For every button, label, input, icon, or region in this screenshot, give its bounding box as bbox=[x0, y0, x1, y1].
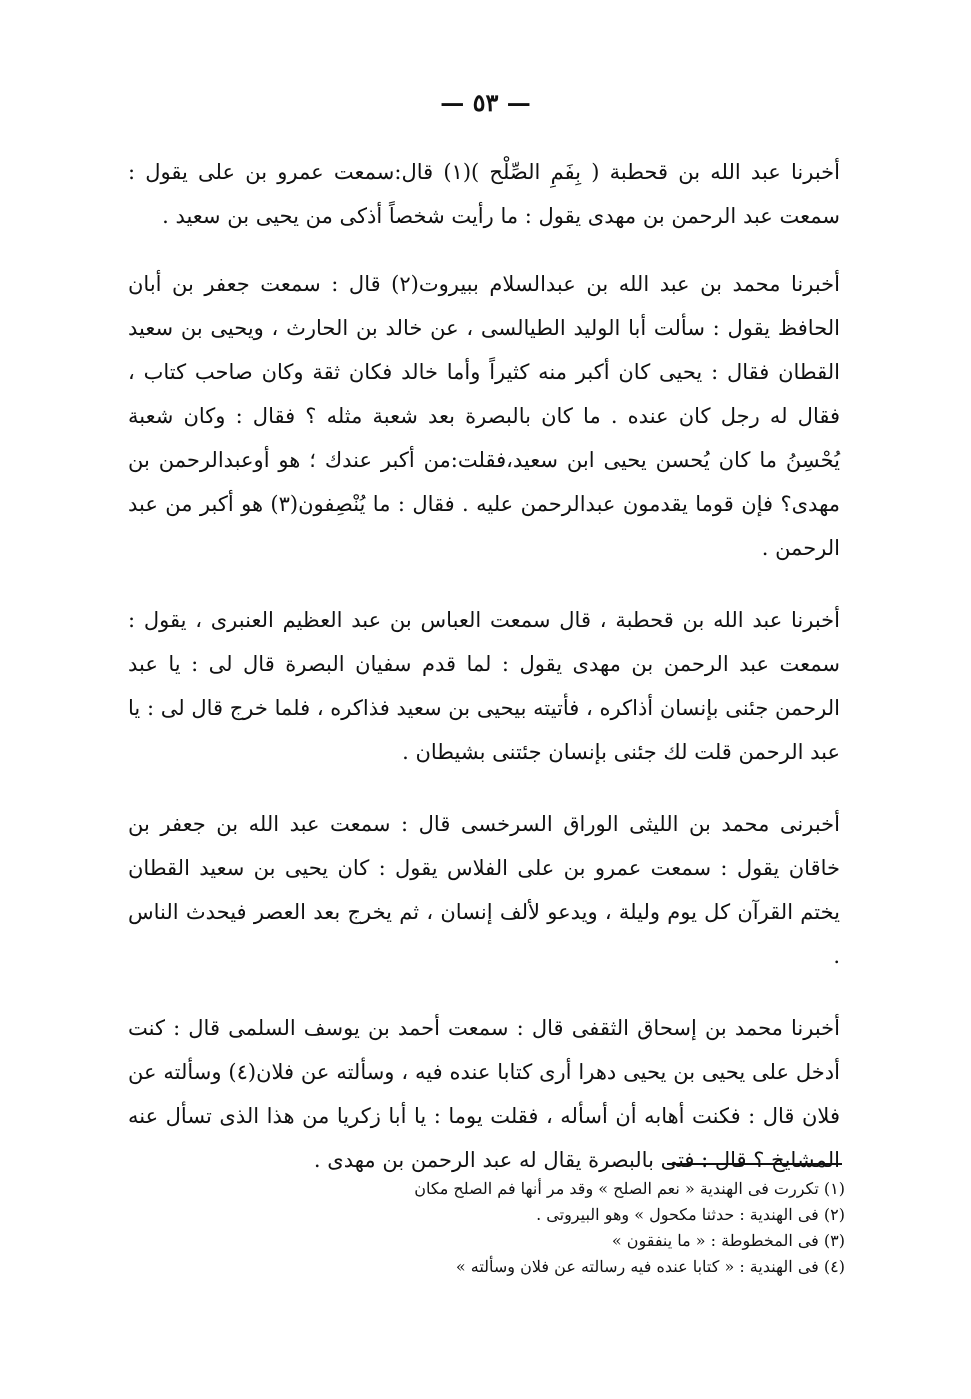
paragraph-1: أخبرنا عبد الله بن قحطبة ( بِفَمِ الصِّلْح )(١) قال:سمعت عمرو بن على يقول : سمعت عبد الرحمن بن مهدى يقول : ما رأيت شخصاً أذكى من يحيى بن سعيد . bbox=[128, 160, 840, 228]
page-number: — ٥٣ — bbox=[440, 88, 531, 117]
paragraph-5: أخبرنا محمد بن إسحاق الثقفى قال : سمعت أحمد بن يوسف السلمى قال : كنت أدخل على يحيى بن يحيى دهرا أرى كتابا عنده فيه ، وسألته عن فلان(٤) وسألته عن فلان قال : فكنت أهابه أن أسأله ، فقلت يوما : يا أبا زكريا من هذا الذى تسأل عنه المشايخ ؟ قال : فتى بالبصرة يقال له عبد الرحمن بن مهدى . bbox=[128, 1016, 840, 1172]
footnote-divider bbox=[667, 1163, 842, 1165]
footnote-2: (٢) فى الهندية : حدثنا مكحول » وهو البيروتى . bbox=[536, 1205, 845, 1224]
footnote-1: (١) تكررت فى الهندية « نعم الصلح » وقد مر أنها فم الصلح مكان bbox=[414, 1179, 845, 1198]
footnote-4: (٤) فى الهندية : « كتابا عنده فيه رسالته عن فلان وسألته » bbox=[455, 1257, 845, 1276]
main-text bbox=[128, 150, 840, 1210]
footnotes bbox=[300, 1176, 845, 1280]
footnote-3: (٣) فى المخطوطة : « ما ينفقون » bbox=[611, 1231, 845, 1250]
paragraph-2: أخبرنا محمد بن عبد الله بن عبدالسلام ببيروت(٢) قال : سمعت جعفر بن أبان الحافظ يقول : سألت أبا الوليد الطيالسى ، عن خالد بن الحارث ، ويحيى بن سعيد القطان فقال : يحيى كان أكبر منه كثيراً وأما خالد فكان ثقة وكان صاحب كتاب ، فقال له رجل كان عنده . ما كان بالبصرة بعد شعبة مثله ؟ فقال : وكان شعبة يُحْسِنُ ما كان يُحسن يحيى ابن سعيد،فقلت:من أكبر عندك ؛ هو أوعبدالرحمن بن مهدى؟ فإن قوما يقدمون عبدالرحمن عليه . فقال : ما يُنْصِفون(٣) هو أكبر من عبد الرحمن . bbox=[128, 272, 841, 560]
paragraph-4: أخبرنى محمد بن الليثى الوراق السرخسى قال : سمعت عبد الله بن جعفر بن خاقان يقول : سمعت عمرو بن على الفلاس يقول : كان يحيى بن سعيد القطان يختم القرآن كل يوم وليلة ، ويدعو لألف إنسان ، ثم يخرج بعد العصر فيحدث الناس . bbox=[128, 812, 840, 968]
paragraph-3: أخبرنا عبد الله بن قحطبة ، قال سمعت العباس بن عبد العظيم العنبرى ، يقول : سمعت عبد الرحمن بن مهدى يقول : لما قدم سفيان البصرة قال لى : يا عبد الرحمن جئنى بإنسان أذاكره ، فأتيته بيحيى بن سعيد فذاكره ، فلما خرج قال لى : يا عبد الرحمن قلت لك جئنى بإنسان جئتنى بشيطان . bbox=[128, 608, 840, 764]
